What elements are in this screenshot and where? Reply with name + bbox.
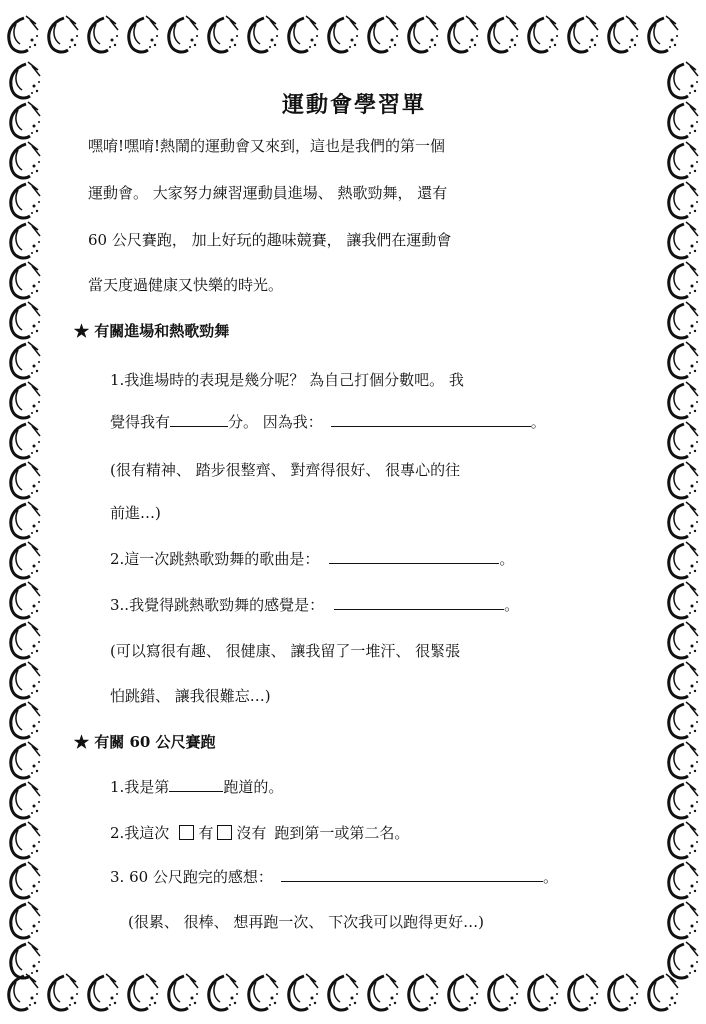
swirl-ornament-icon xyxy=(669,422,698,458)
swirl-ornament-icon xyxy=(11,462,40,498)
swirl-ornament-icon xyxy=(129,974,158,1010)
swirl-ornament-icon xyxy=(11,702,40,738)
race-q3-end: 。 xyxy=(542,868,558,886)
option-yes-label: 有 xyxy=(198,824,214,842)
swirl-ornament-icon xyxy=(669,742,698,778)
swirl-ornament-icon xyxy=(609,16,638,52)
swirl-ornament-icon xyxy=(669,702,698,738)
swirl-ornament-icon xyxy=(409,974,438,1010)
swirl-ornament-icon xyxy=(669,302,698,338)
swirl-ornament-icon xyxy=(11,302,40,338)
swirl-ornament-icon xyxy=(129,16,158,52)
section-heading-60m-race: ★ 有關 60 公尺賽跑 xyxy=(74,733,216,751)
swirl-ornament-icon xyxy=(669,382,698,418)
swirl-ornament-icon xyxy=(11,422,40,458)
question-1-hint-2: 前進…) xyxy=(110,504,161,522)
q3-text: 3..我覺得跳熱歌勁舞的感覺是： xyxy=(110,596,325,614)
swirl-ornament-icon xyxy=(169,974,198,1010)
swirl-ornament-icon xyxy=(649,16,678,52)
swirl-ornament-icon xyxy=(669,862,698,898)
race-q2-text-b: 跑到第一或第二名。 xyxy=(274,824,410,842)
section-heading-entrance-dance: ★ 有關進場和熱歌勁舞 xyxy=(74,322,230,340)
swirl-ornament-icon xyxy=(11,222,40,258)
lane-blank[interactable] xyxy=(169,777,223,792)
swirl-ornament-icon xyxy=(669,342,698,378)
swirl-ornament-icon xyxy=(11,262,40,298)
swirl-ornament-icon xyxy=(11,182,40,218)
swirl-ornament-icon xyxy=(49,16,78,52)
swirl-ornament-icon xyxy=(289,16,318,52)
swirl-ornament-icon xyxy=(11,102,40,138)
swirl-ornament-icon xyxy=(369,16,398,52)
swirl-ornament-icon xyxy=(669,502,698,538)
checkbox-yes[interactable] xyxy=(179,825,194,840)
race-question-2 xyxy=(110,822,409,843)
race-feeling-blank[interactable] xyxy=(281,867,543,882)
intro-line-3: 60 公尺賽跑， 加上好玩的趣味競賽， 讓我們在運動會 xyxy=(88,231,452,249)
swirl-ornament-icon xyxy=(449,974,478,1010)
question-1-line-2 xyxy=(110,411,546,432)
swirl-ornament-icon xyxy=(11,622,40,658)
swirl-ornament-icon xyxy=(89,974,118,1010)
swirl-ornament-icon xyxy=(669,662,698,698)
swirl-ornament-icon xyxy=(11,502,40,538)
option-no-label: 沒有 xyxy=(236,824,267,842)
race-question-3 xyxy=(110,866,558,887)
question-1-line-1: 1.我進場時的表現是幾分呢？ 為自己打個分數吧。 我 xyxy=(110,371,464,389)
question-1-hint-1: (很有精神、 踏步很整齊、 對齊得很好、 很專心的往 xyxy=(110,461,461,479)
q3-end: 。 xyxy=(504,596,520,614)
swirl-ornament-icon xyxy=(669,622,698,658)
swirl-ornament-icon xyxy=(669,902,698,938)
race-question-1 xyxy=(110,776,283,797)
feeling-blank[interactable] xyxy=(334,595,504,610)
question-3-hint-2: 怕跳錯、 讓我很難忘…) xyxy=(110,687,271,705)
swirl-ornament-icon xyxy=(669,222,698,258)
race-question-3-hint: (很累、 很棒、 想再跑一次、 下次我可以跑得更好…) xyxy=(128,913,485,931)
swirl-ornament-icon xyxy=(11,742,40,778)
q2-text: 2.這一次跳熱歌勁舞的歌曲是： xyxy=(110,550,320,568)
swirl-ornament-icon xyxy=(649,974,678,1010)
swirl-ornament-icon xyxy=(569,974,598,1010)
question-3 xyxy=(110,594,519,615)
intro-line-1: 嘿唷!嘿唷!熱鬧的運動會又來到，這也是我們的第一個 xyxy=(88,137,446,155)
question-2 xyxy=(110,548,514,569)
score-blank[interactable] xyxy=(170,412,228,427)
swirl-ornament-icon xyxy=(9,16,38,52)
swirl-ornament-icon xyxy=(49,974,78,1010)
q2-end: 。 xyxy=(499,550,515,568)
swirl-ornament-icon xyxy=(11,62,40,98)
swirl-ornament-icon xyxy=(11,662,40,698)
swirl-ornament-icon xyxy=(169,16,198,52)
q1-text-b: 分。 因為我： xyxy=(228,413,323,431)
question-3-hint-1: (可以寫很有趣、 很健康、 讓我留了一堆汗、 很緊張 xyxy=(110,642,461,660)
swirl-ornament-icon xyxy=(669,462,698,498)
intro-line-4: 當天度過健康又快樂的時光。 xyxy=(88,276,284,294)
swirl-ornament-icon xyxy=(249,16,278,52)
swirl-ornament-icon xyxy=(669,142,698,178)
swirl-ornament-icon xyxy=(11,782,40,818)
swirl-ornament-icon xyxy=(669,782,698,818)
q1-text-a: 覺得我有 xyxy=(110,413,171,431)
swirl-ornament-icon xyxy=(669,62,698,98)
swirl-ornament-icon xyxy=(369,974,398,1010)
swirl-ornament-icon xyxy=(11,862,40,898)
reason-blank[interactable] xyxy=(331,412,531,427)
swirl-ornament-icon xyxy=(669,262,698,298)
swirl-ornament-icon xyxy=(249,974,278,1010)
swirl-ornament-icon xyxy=(209,974,238,1010)
swirl-ornament-icon xyxy=(669,102,698,138)
intro-line-2: 運動會。 大家努力練習運動員進場、 熱歌勁舞， 還有 xyxy=(88,184,448,202)
swirl-ornament-icon xyxy=(329,16,358,52)
page-title: 運動會學習單 xyxy=(281,92,426,118)
race-q1-text-a: 1.我是第 xyxy=(110,778,170,796)
swirl-ornament-icon xyxy=(11,342,40,378)
swirl-ornament-icon xyxy=(669,582,698,618)
swirl-ornament-icon xyxy=(11,582,40,618)
swirl-ornament-icon xyxy=(289,974,318,1010)
swirl-ornament-icon xyxy=(529,974,558,1010)
swirl-ornament-icon xyxy=(529,16,558,52)
swirl-ornament-icon xyxy=(669,182,698,218)
song-blank[interactable] xyxy=(329,549,499,564)
swirl-ornament-icon xyxy=(669,542,698,578)
swirl-ornament-icon xyxy=(11,902,40,938)
q1-text-c: 。 xyxy=(530,413,546,431)
swirl-ornament-icon xyxy=(11,542,40,578)
swirl-ornament-icon xyxy=(489,16,518,52)
swirl-ornament-icon xyxy=(11,942,40,978)
race-q1-text-b: 跑道的。 xyxy=(223,778,284,796)
race-q3-text: 3. 60 公尺跑完的感想： xyxy=(110,868,273,886)
swirl-ornament-icon xyxy=(209,16,238,52)
swirl-ornament-icon xyxy=(89,16,118,52)
swirl-ornament-icon xyxy=(449,16,478,52)
swirl-ornament-icon xyxy=(609,974,638,1010)
swirl-ornament-icon xyxy=(569,16,598,52)
swirl-ornament-icon xyxy=(329,974,358,1010)
swirl-ornament-icon xyxy=(409,16,438,52)
race-q2-text-a: 2.我這次 xyxy=(110,824,170,842)
swirl-ornament-icon xyxy=(11,142,40,178)
swirl-ornament-icon xyxy=(11,382,40,418)
swirl-ornament-icon xyxy=(11,822,40,858)
swirl-ornament-icon xyxy=(489,974,518,1010)
swirl-ornament-icon xyxy=(669,822,698,858)
checkbox-no[interactable] xyxy=(217,825,232,840)
swirl-ornament-icon xyxy=(669,942,698,978)
